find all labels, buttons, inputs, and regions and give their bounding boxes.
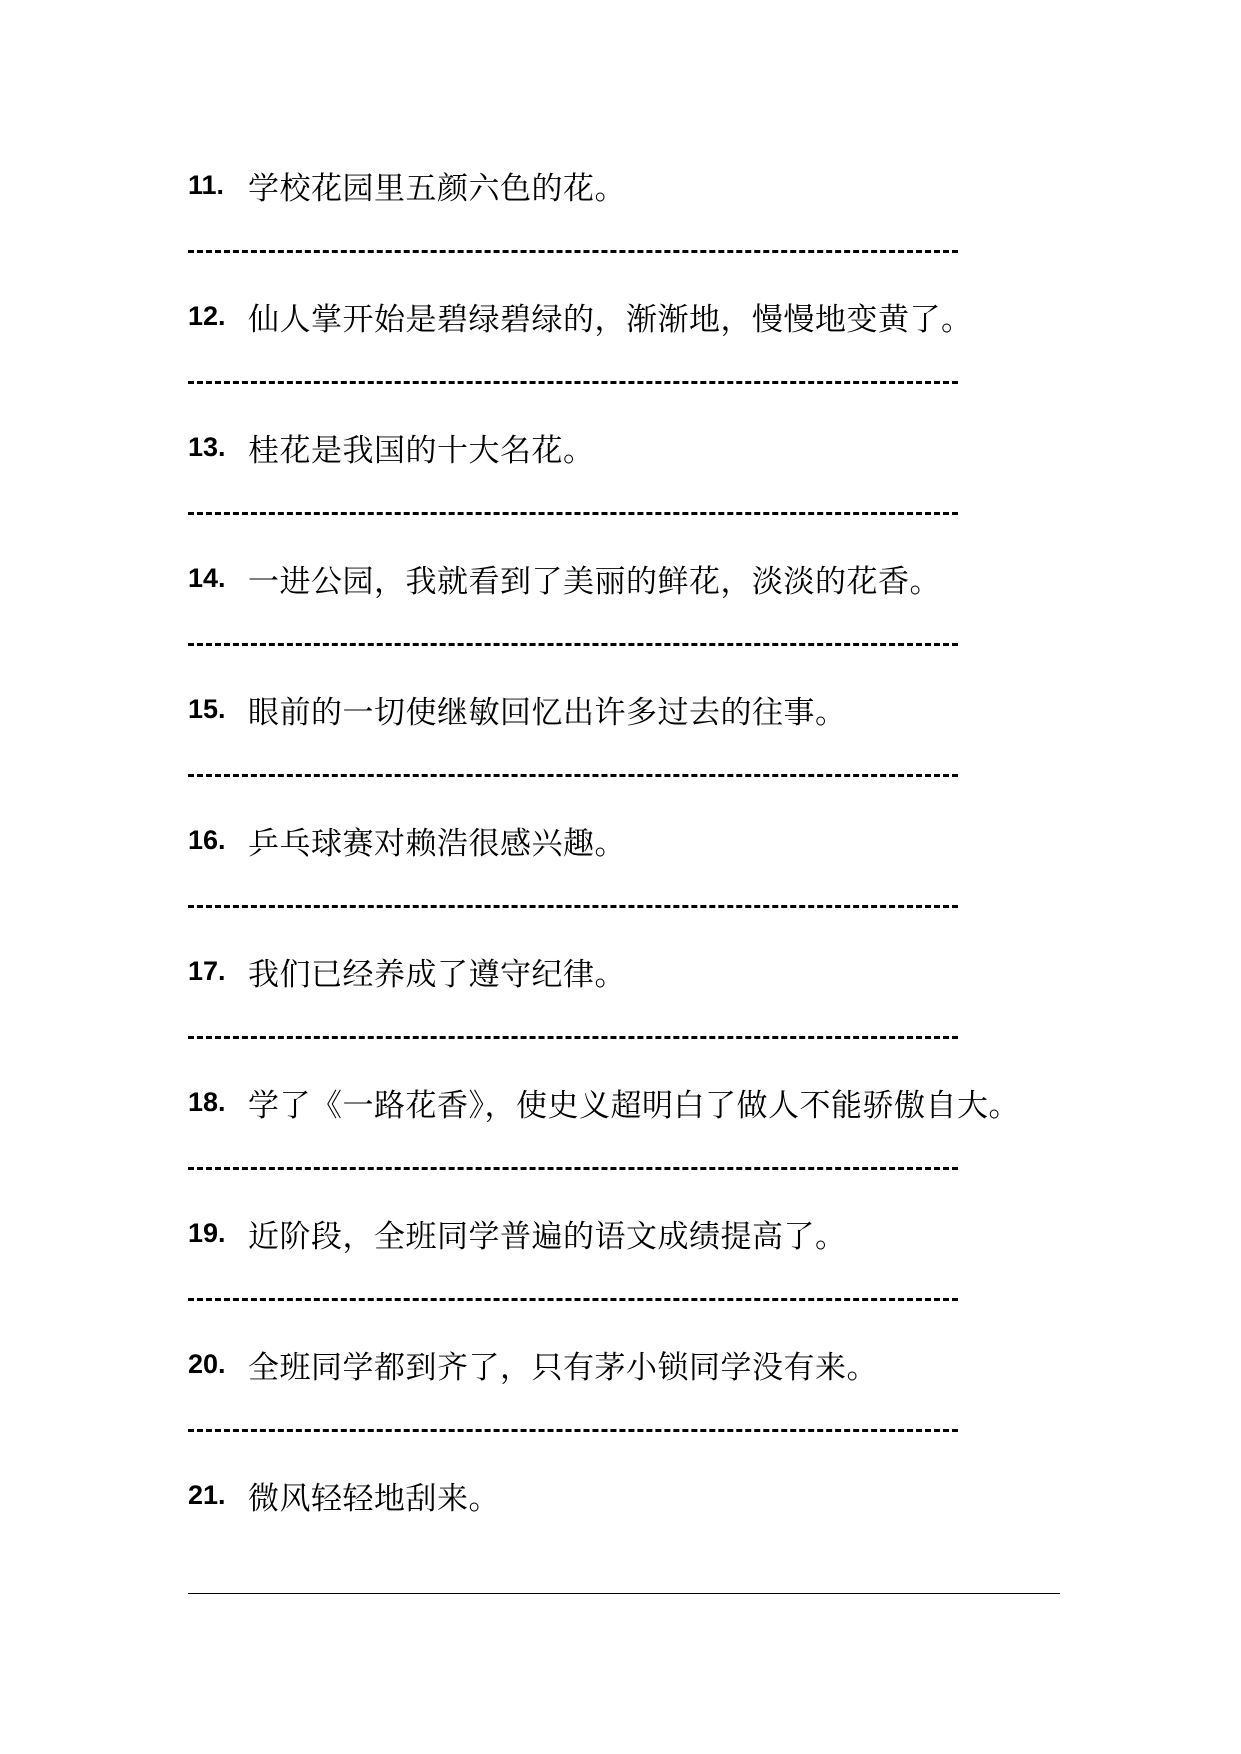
- answer-line-21: [188, 1593, 1060, 1594]
- question-number: 21.: [188, 1479, 226, 1510]
- question-number: 11.: [188, 169, 225, 200]
- answer-line-14: [188, 643, 958, 646]
- question-sentence: 全班同学都到齐了，只有茅小锁同学没有来。: [248, 1349, 878, 1386]
- question-sentence: 近阶段，全班同学普遍的语文成绩提高了。: [248, 1218, 847, 1255]
- answer-line-15: [188, 774, 958, 777]
- question-number: 19.: [188, 1217, 226, 1248]
- question-21: [188, 1470, 500, 1520]
- question-13: [188, 422, 595, 472]
- question-number: 16.: [188, 824, 226, 855]
- question-sentence: 学校花园里五颜六色的花。: [248, 170, 626, 207]
- question-sentence: 乒乓球赛对赖浩很感兴趣。: [248, 825, 626, 862]
- question-number: 18.: [188, 1086, 226, 1117]
- question-sentence: 桂花是我国的十大名花。: [248, 432, 595, 469]
- question-17: [188, 946, 626, 996]
- answer-line-11: [188, 250, 958, 253]
- question-sentence: 眼前的一切使继敏回忆出许多过去的往事。: [248, 694, 847, 731]
- question-19: [188, 1208, 847, 1258]
- question-number: 20.: [188, 1348, 226, 1379]
- answer-line-19: [188, 1298, 958, 1301]
- question-15: [188, 684, 847, 734]
- question-number: 12.: [188, 300, 226, 331]
- question-14: [188, 553, 941, 603]
- question-16: [188, 815, 626, 865]
- question-12: [188, 291, 973, 341]
- question-18: [188, 1077, 1020, 1127]
- question-number: 13.: [188, 431, 226, 462]
- answer-line-18: [188, 1167, 958, 1170]
- question-sentence: 一进公园，我就看到了美丽的鲜花，淡淡的花香。: [248, 563, 941, 600]
- question-sentence: 仙人掌开始是碧绿碧绿的，渐渐地，慢慢地变黄了。: [248, 301, 973, 338]
- answer-line-16: [188, 905, 958, 908]
- answer-line-12: [188, 381, 958, 384]
- question-20: [188, 1339, 878, 1389]
- question-sentence: 我们已经养成了遵守纪律。: [248, 956, 626, 993]
- answer-line-13: [188, 512, 958, 515]
- question-sentence: 学了《一路花香》，使史义超明白了做人不能骄傲自大。: [248, 1087, 1020, 1124]
- answer-line-17: [188, 1036, 958, 1039]
- question-number: 14.: [188, 562, 226, 593]
- question-number: 15.: [188, 693, 226, 724]
- question-11: [188, 160, 626, 210]
- question-number: 17.: [188, 955, 226, 986]
- question-sentence: 微风轻轻地刮来。: [248, 1480, 500, 1517]
- answer-line-20: [188, 1429, 958, 1432]
